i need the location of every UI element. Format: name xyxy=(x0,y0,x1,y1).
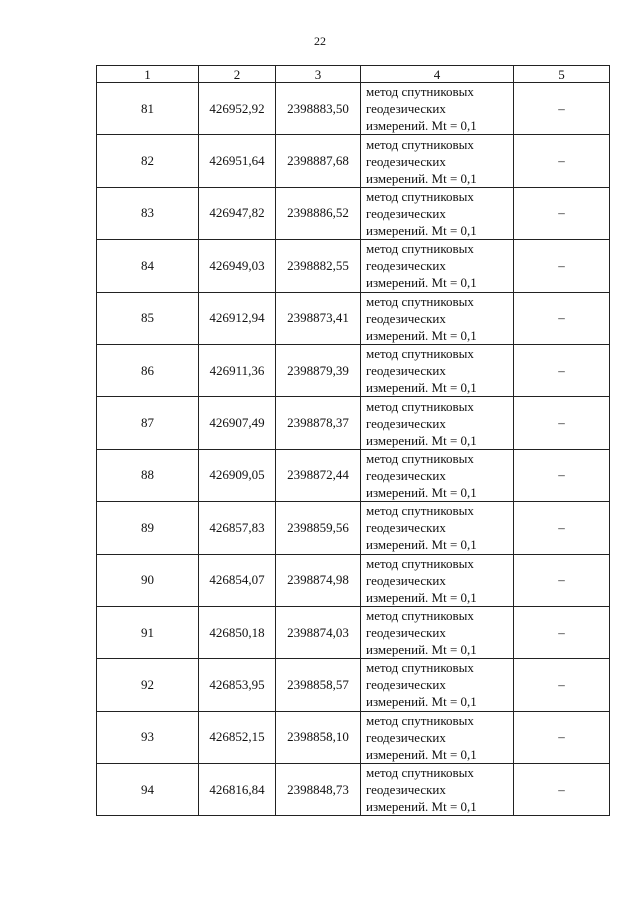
header-col-2: 2 xyxy=(199,66,276,83)
method-line: метод спутниковых xyxy=(366,293,474,309)
note-cell: – xyxy=(514,606,610,658)
header-col-1: 1 xyxy=(97,66,199,83)
point-number-cell: 81 xyxy=(97,83,199,135)
method-cell xyxy=(361,502,514,554)
note-cell: – xyxy=(514,240,610,292)
header-row xyxy=(97,66,610,83)
note-cell: – xyxy=(514,344,610,396)
point-number-cell: 87 xyxy=(97,397,199,449)
y-coordinate-cell: 2398858,10 xyxy=(276,711,361,763)
method-line: геодезических xyxy=(366,363,446,379)
x-coordinate-cell: 426852,15 xyxy=(199,711,276,763)
note-cell: – xyxy=(514,502,610,554)
y-coordinate-cell: 2398858,57 xyxy=(276,659,361,711)
table-row xyxy=(97,135,610,187)
method-line: геодезических xyxy=(366,677,446,693)
method-line: метод спутниковых xyxy=(366,84,474,100)
header-col-3: 3 xyxy=(276,66,361,83)
method-line: геодезических xyxy=(366,625,446,641)
method-line: геодезических xyxy=(366,153,446,169)
method-cell xyxy=(361,711,514,763)
table-row xyxy=(97,83,610,135)
point-number-cell: 92 xyxy=(97,659,199,711)
method-line: метод спутниковых xyxy=(366,660,474,676)
method-line: геодезических xyxy=(366,258,446,274)
method-cell xyxy=(361,187,514,239)
note-cell: – xyxy=(514,764,610,816)
method-line: метод спутниковых xyxy=(366,188,474,204)
point-number-cell: 94 xyxy=(97,764,199,816)
y-coordinate-cell: 2398872,44 xyxy=(276,449,361,501)
method-cell xyxy=(361,135,514,187)
y-coordinate-cell: 2398879,39 xyxy=(276,344,361,396)
method-line: метод спутниковых xyxy=(366,608,474,624)
method-line: геодезических xyxy=(366,310,446,326)
method-line: измерений. Mt = 0,1 xyxy=(366,118,477,134)
method-line: метод спутниковых xyxy=(366,346,474,362)
table-row xyxy=(97,502,610,554)
table-row xyxy=(97,240,610,292)
method-line: измерений. Mt = 0,1 xyxy=(366,222,477,238)
y-coordinate-cell: 2398882,55 xyxy=(276,240,361,292)
x-coordinate-cell: 426952,92 xyxy=(199,83,276,135)
x-coordinate-cell: 426850,18 xyxy=(199,606,276,658)
table-row xyxy=(97,711,610,763)
header-col-5: 5 xyxy=(514,66,610,83)
y-coordinate-cell: 2398873,41 xyxy=(276,292,361,344)
point-number-cell: 86 xyxy=(97,344,199,396)
method-line: измерений. Mt = 0,1 xyxy=(366,484,477,500)
table-row xyxy=(97,187,610,239)
method-line: метод спутниковых xyxy=(366,398,474,414)
point-number-cell: 88 xyxy=(97,449,199,501)
method-line: геодезических xyxy=(366,782,446,798)
point-number-cell: 83 xyxy=(97,187,199,239)
method-cell xyxy=(361,449,514,501)
x-coordinate-cell: 426909,05 xyxy=(199,449,276,501)
header-col-4: 4 xyxy=(361,66,514,83)
note-cell: – xyxy=(514,187,610,239)
x-coordinate-cell: 426853,95 xyxy=(199,659,276,711)
method-line: геодезических xyxy=(366,415,446,431)
note-cell: – xyxy=(514,659,610,711)
x-coordinate-cell: 426857,83 xyxy=(199,502,276,554)
x-coordinate-cell: 426949,03 xyxy=(199,240,276,292)
method-line: измерений. Mt = 0,1 xyxy=(366,275,477,291)
table-row xyxy=(97,659,610,711)
point-number-cell: 89 xyxy=(97,502,199,554)
table-header xyxy=(97,66,610,83)
x-coordinate-cell: 426947,82 xyxy=(199,187,276,239)
point-number-cell: 93 xyxy=(97,711,199,763)
table-row xyxy=(97,344,610,396)
table-row xyxy=(97,397,610,449)
method-line: геодезических xyxy=(366,729,446,745)
table-row xyxy=(97,449,610,501)
x-coordinate-cell: 426816,84 xyxy=(199,764,276,816)
method-cell xyxy=(361,554,514,606)
y-coordinate-cell: 2398874,98 xyxy=(276,554,361,606)
x-coordinate-cell: 426951,64 xyxy=(199,135,276,187)
method-line: метод спутниковых xyxy=(366,450,474,466)
note-cell: – xyxy=(514,554,610,606)
point-number-cell: 82 xyxy=(97,135,199,187)
y-coordinate-cell: 2398848,73 xyxy=(276,764,361,816)
point-number-cell: 84 xyxy=(97,240,199,292)
method-line: метод спутниковых xyxy=(366,503,474,519)
method-line: измерений. Mt = 0,1 xyxy=(366,589,477,605)
point-number-cell: 90 xyxy=(97,554,199,606)
method-line: геодезических xyxy=(366,520,446,536)
method-cell xyxy=(361,344,514,396)
method-line: измерений. Mt = 0,1 xyxy=(366,432,477,448)
x-coordinate-cell: 426912,94 xyxy=(199,292,276,344)
coordinates-table xyxy=(96,65,610,816)
note-cell: – xyxy=(514,397,610,449)
x-coordinate-cell: 426907,49 xyxy=(199,397,276,449)
method-line: измерений. Mt = 0,1 xyxy=(366,799,477,815)
y-coordinate-cell: 2398874,03 xyxy=(276,606,361,658)
point-number-cell: 91 xyxy=(97,606,199,658)
method-cell xyxy=(361,659,514,711)
note-cell: – xyxy=(514,449,610,501)
method-line: измерений. Mt = 0,1 xyxy=(366,327,477,343)
method-cell xyxy=(361,292,514,344)
method-line: метод спутниковых xyxy=(366,712,474,728)
x-coordinate-cell: 426854,07 xyxy=(199,554,276,606)
page-number: 22 xyxy=(314,34,326,48)
y-coordinate-cell: 2398886,52 xyxy=(276,187,361,239)
method-line: геодезических xyxy=(366,101,446,117)
method-line: метод спутниковых xyxy=(366,241,474,257)
note-cell: – xyxy=(514,292,610,344)
method-cell xyxy=(361,83,514,135)
method-cell xyxy=(361,397,514,449)
method-line: измерений. Mt = 0,1 xyxy=(366,694,477,710)
y-coordinate-cell: 2398887,68 xyxy=(276,135,361,187)
y-coordinate-cell: 2398859,56 xyxy=(276,502,361,554)
method-line: измерений. Mt = 0,1 xyxy=(366,746,477,762)
y-coordinate-cell: 2398883,50 xyxy=(276,83,361,135)
method-cell xyxy=(361,240,514,292)
note-cell: – xyxy=(514,711,610,763)
method-line: геодезических xyxy=(366,467,446,483)
method-line: метод спутниковых xyxy=(366,136,474,152)
method-cell xyxy=(361,606,514,658)
method-cell xyxy=(361,764,514,816)
y-coordinate-cell: 2398878,37 xyxy=(276,397,361,449)
method-line: измерений. Mt = 0,1 xyxy=(366,537,477,553)
method-line: геодезических xyxy=(366,572,446,588)
table-row xyxy=(97,554,610,606)
method-line: измерений. Mt = 0,1 xyxy=(366,380,477,396)
x-coordinate-cell: 426911,36 xyxy=(199,344,276,396)
method-line: измерений. Mt = 0,1 xyxy=(366,170,477,186)
method-line: измерений. Mt = 0,1 xyxy=(366,642,477,658)
table-body xyxy=(97,83,610,816)
method-line: геодезических xyxy=(366,205,446,221)
method-line: метод спутниковых xyxy=(366,555,474,571)
table-row xyxy=(97,292,610,344)
note-cell: – xyxy=(514,83,610,135)
table-row xyxy=(97,764,610,816)
note-cell: – xyxy=(514,135,610,187)
table-row xyxy=(97,606,610,658)
method-line: метод спутниковых xyxy=(366,765,474,781)
point-number-cell: 85 xyxy=(97,292,199,344)
